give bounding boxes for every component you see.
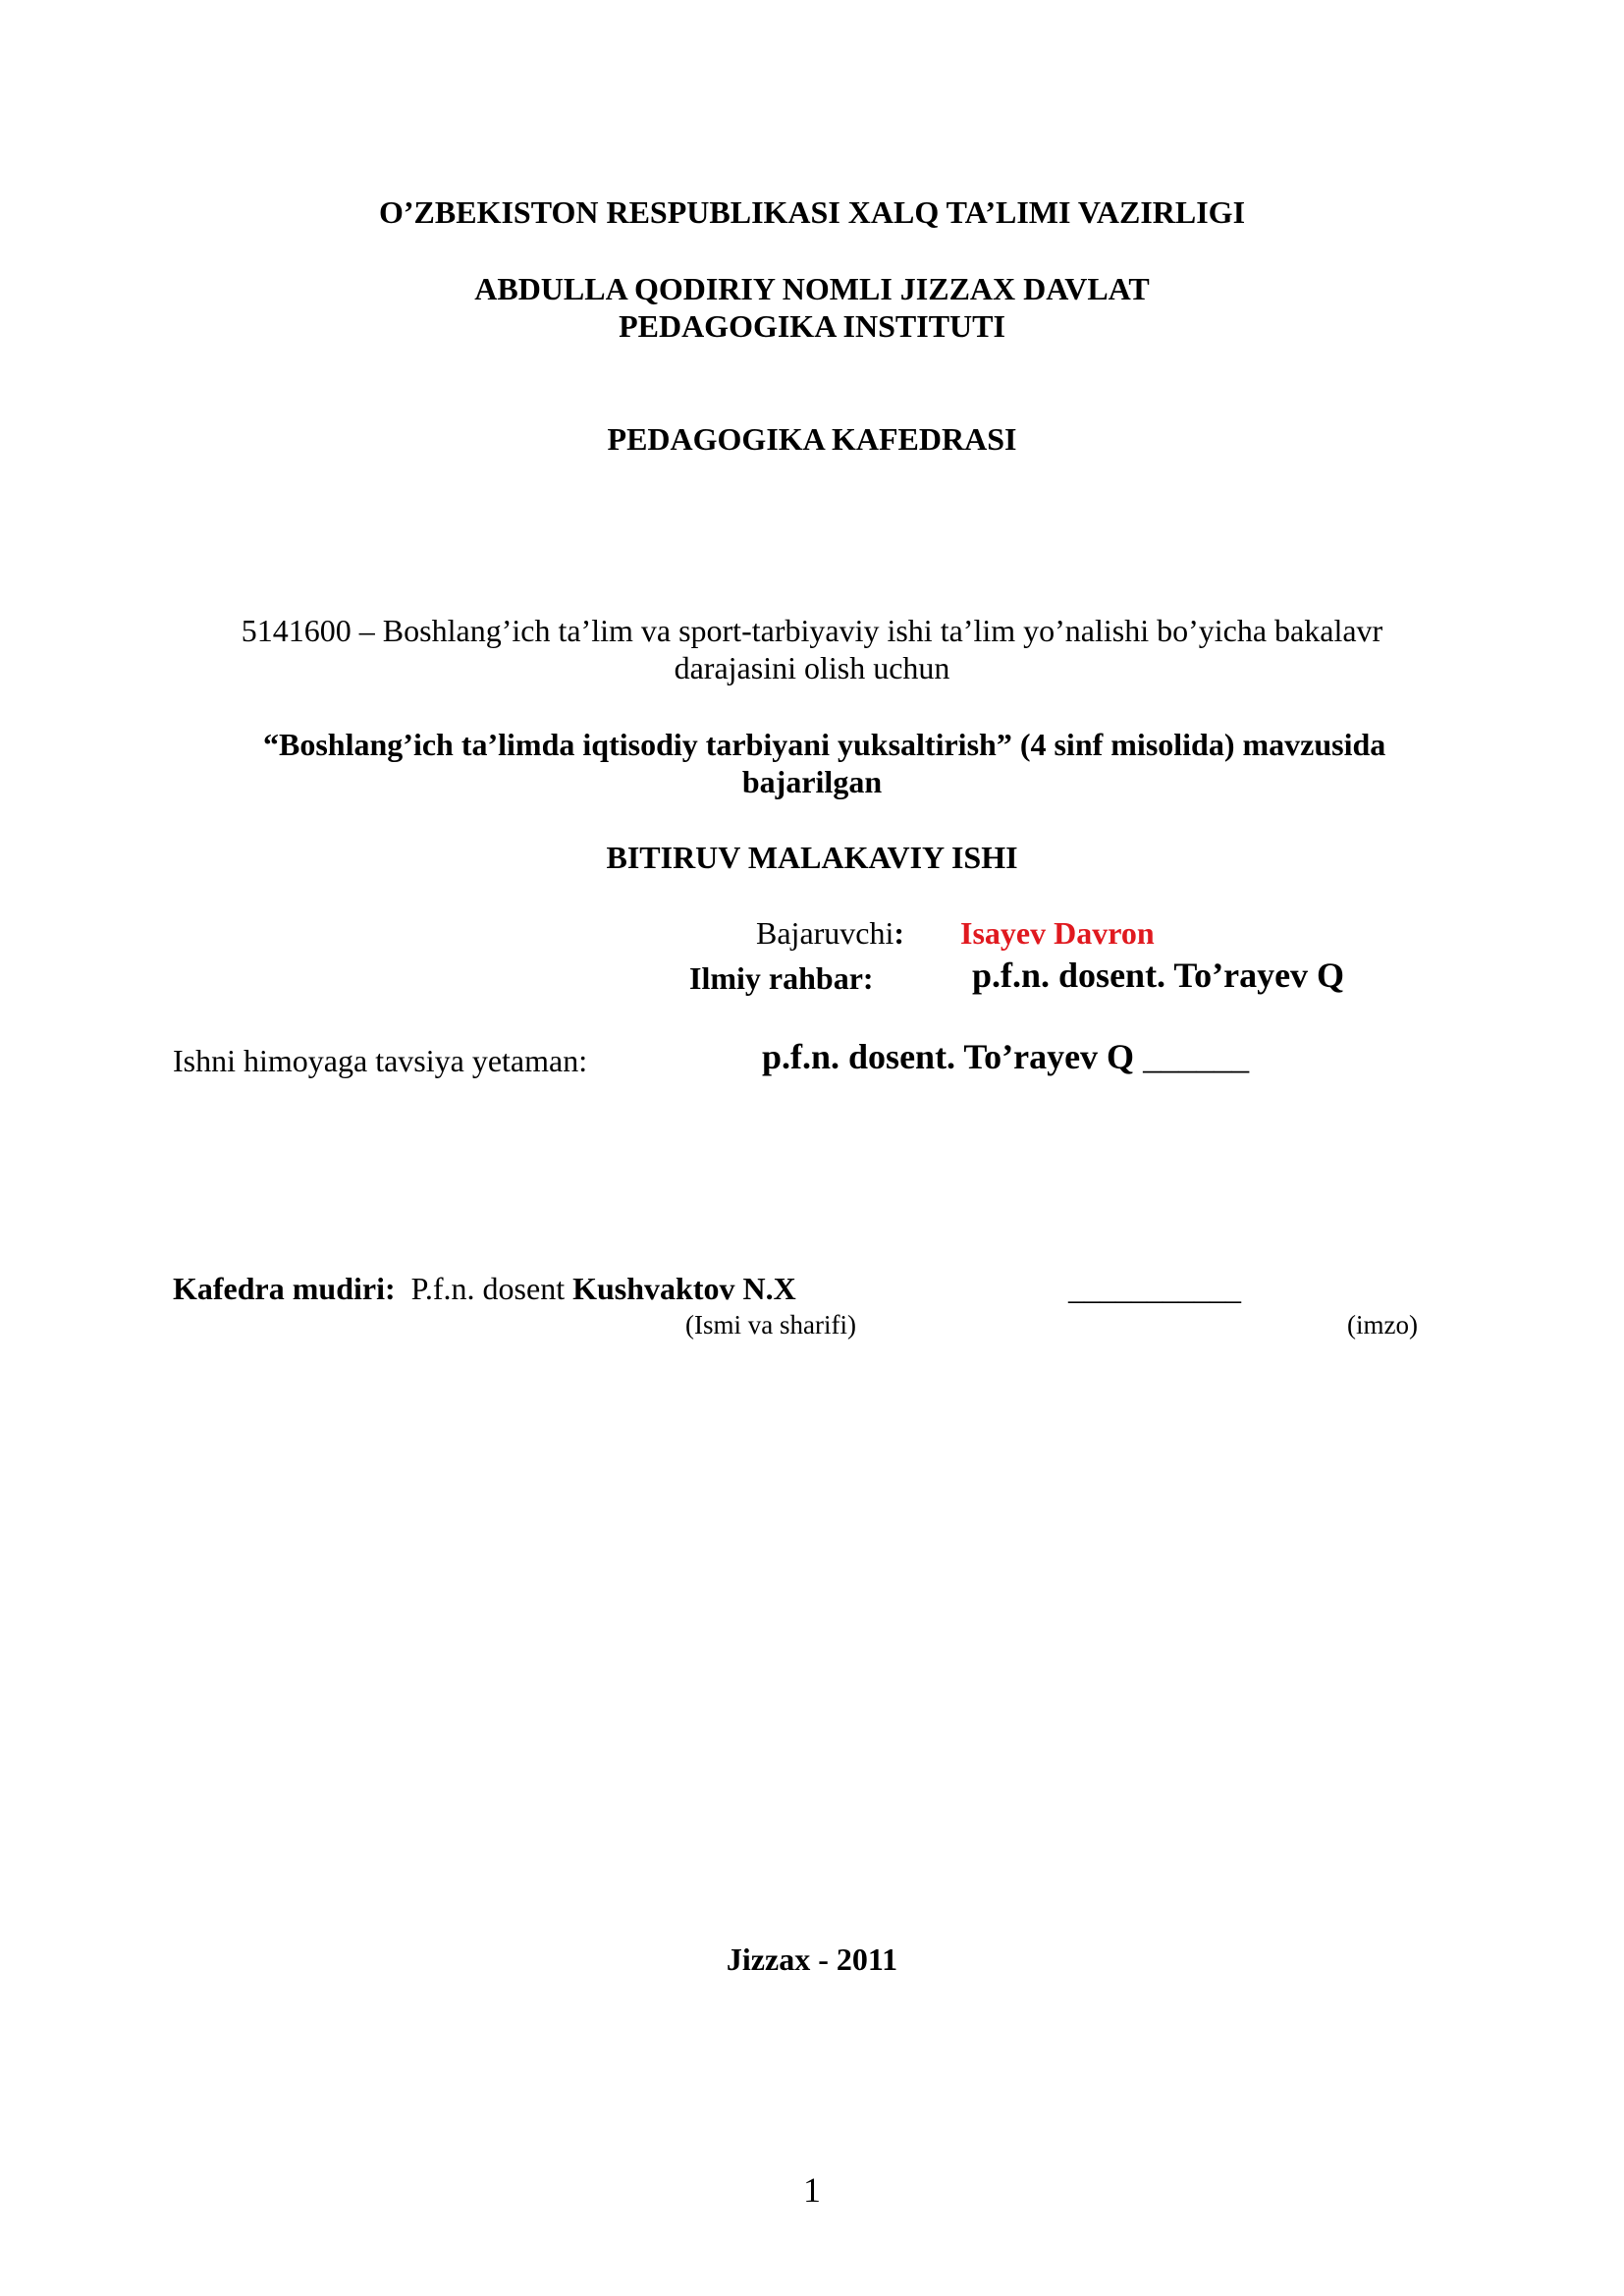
supervisor-name: p.f.n. dosent. To’rayev Q — [972, 956, 1345, 995]
recommendation-block — [762, 1037, 1249, 1077]
supervisor-label: Ilmiy rahbar: — [689, 960, 874, 996]
head-of-department-line — [173, 1271, 796, 1307]
institute-title-line1: ABDULLA QODIRIY NOMLI JIZZAX DAVLAT — [474, 271, 1150, 306]
head-of-department-signature-line: ___________ — [1068, 1271, 1241, 1306]
name-caption: (Ismi va sharifi) — [685, 1310, 856, 1339]
program-line2: darajasini olish uchun — [674, 650, 950, 685]
department-title: PEDAGOGIKA KAFEDRASI — [607, 421, 1017, 457]
recommendation-label: Ishni himoyaga tavsiya yetaman: — [173, 1043, 588, 1078]
page-number: 1 — [803, 2170, 821, 2210]
head-of-department-label: Kafedra mudiri: — [173, 1271, 396, 1306]
place-year: Jizzax - 2011 — [726, 1941, 898, 1977]
work-type-title: BITIRUV MALAKAVIY ISHI — [606, 840, 1018, 875]
recommendation-name: p.f.n. dosent. To’rayev Q — [762, 1037, 1135, 1076]
topic-line2: bajarilgan — [741, 764, 883, 799]
performer-name: Isayev Davron — [960, 915, 1155, 951]
institute-title-line2: PEDAGOGIKA INSTITUTI — [619, 308, 1005, 344]
topic-line1: “Boshlang’ich ta’limda iqtisodiy tarbiyani yuksaltirish” (4 sinf misolida) mavzusida — [263, 727, 1386, 762]
recommendation-signature-line: ______ — [1143, 1037, 1250, 1076]
signature-caption: (imzo) — [1347, 1310, 1418, 1339]
performer-label: Bajaruvchi: — [756, 915, 905, 951]
head-of-department-title: P.f.n. dosent — [410, 1271, 566, 1306]
ministry-title: O’ZBEKISTON RESPUBLIKASI XALQ TA’LIMI VAZIRLIGI — [378, 194, 1246, 230]
head-of-department-name: Kushvaktov N.X — [572, 1271, 796, 1306]
program-line1: 5141600 – Boshlang’ich ta’lim va sport-tarbiyaviy ishi ta’lim yo’nalishi bo’yicha bakalavr — [241, 613, 1383, 648]
